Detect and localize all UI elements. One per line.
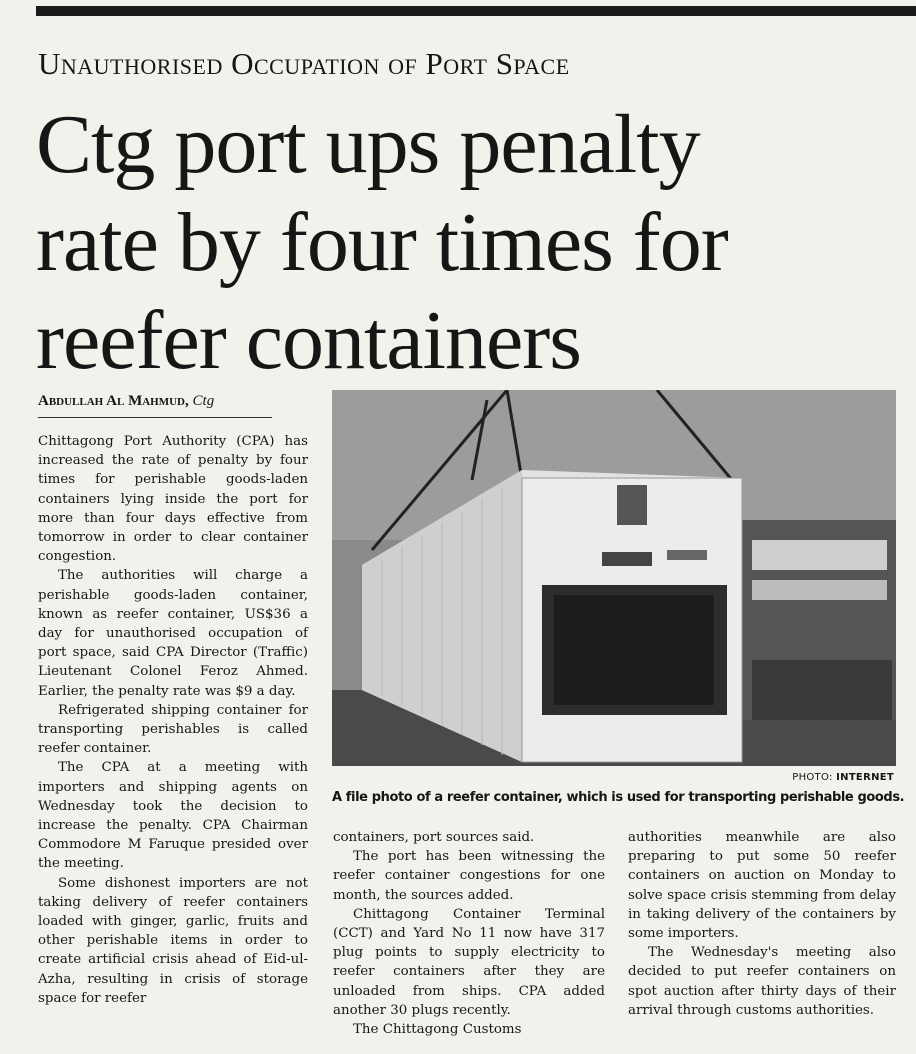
paragraph: Refrigerated shipping container for transporting perishables is called reefer container. <box>38 702 308 757</box>
byline-rule <box>38 417 272 418</box>
paragraph: The Wednesday's meeting also decided to put reefer containers on spot auction after thirty days of their arrival through customs authorities. <box>628 945 896 1018</box>
photo-credit <box>332 772 894 783</box>
column-2 <box>333 828 605 1039</box>
paragraph: Chittagong Port Authority (CPA) has increased the rate of penalty by four times for perishable goods-laden containers lying inside the port for more than four days effective from tomorrow in order to clear container congestion. <box>38 434 308 565</box>
byline-place: Ctg <box>192 393 215 409</box>
column-3 <box>628 828 896 1020</box>
photo-credit-label: PHOTO: <box>792 772 833 783</box>
column-1 <box>38 432 308 1008</box>
top-rule <box>36 6 916 16</box>
paragraph: Some dishonest importers are not taking delivery of reefer containers loaded with ginger, garlic, fruits and other perishable items in order to create artificial crisis ahead of Eid-ul-Azha, resulting in crisis of storage space for reefer <box>38 875 308 1006</box>
headline <box>36 96 906 390</box>
byline-name: Abdullah Al Mahmud <box>38 393 186 409</box>
paragraph: Chittagong Container Terminal (CCT) and Yard No 11 now have 317 plug points to supply electricity to reefer containers after they are unloaded from ships. CPA added another 30 plugs recently. <box>333 906 605 1018</box>
photo-caption: A file photo of a reefer container, which is used for transporting perishable goods. <box>332 790 905 805</box>
paragraph: containers, port sources said. <box>333 830 535 845</box>
paragraph: authorities meanwhile are also preparing to put some 50 reefer containers on auction on Monday to solve space crisis stemming from delay in taking delivery of the containers by some importers. <box>628 830 896 942</box>
paragraph: The CPA at a meeting with importers and shipping agents on Wednesday took the decision to increase the penalty. CPA Chairman Commodore M Faruque presided over the meeting. <box>38 760 308 872</box>
paragraph: The port has been witnessing the reefer container congestions for one month, the sources added. <box>333 849 605 903</box>
headline-line-2: rate by four times for <box>36 196 728 289</box>
kicker: Unauthorised Occupation of Port Space <box>38 46 570 81</box>
reefer-container-photo <box>332 390 896 766</box>
photo-illustration <box>332 390 896 766</box>
headline-line-1: Ctg port ups penalty <box>36 98 700 191</box>
paragraph: The Chittagong Customs <box>353 1022 522 1038</box>
byline <box>38 393 214 410</box>
byline-separator: , <box>185 393 193 409</box>
photo-credit-source: INTERNET <box>836 772 894 783</box>
headline-line-3: reefer containers <box>36 294 581 387</box>
paragraph: The authorities will charge a perishable goods-laden container, known as reefer container, US$36 a day for unauthorised occupation of port space, said CPA Director (Traffic) Lieutenant Colonel Feroz Ahmed. Earlier, the penalty rate was $9 a day. <box>38 568 308 699</box>
